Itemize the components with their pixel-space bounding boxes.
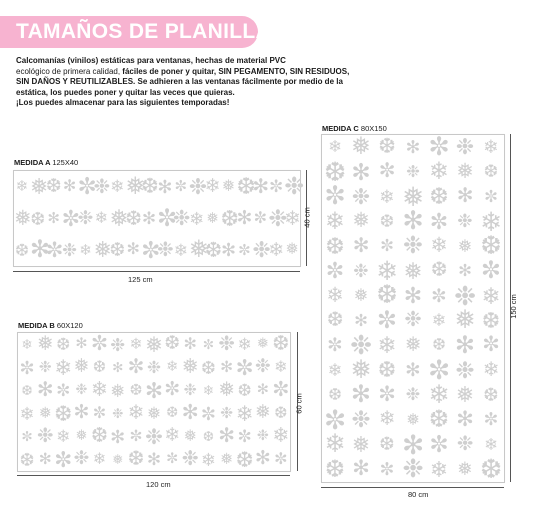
snowflake-icon: ✼: [380, 237, 394, 256]
snowflake-icon: ❆: [166, 405, 179, 422]
snowflake-icon: ❆: [236, 173, 256, 200]
snowflake-icon: ❉: [62, 240, 78, 261]
snowflake-icon: ❅: [457, 458, 473, 480]
snowflake-icon: ❆: [377, 357, 397, 383]
snowflake-icon: ❄: [327, 359, 343, 380]
snowflake-icon: ✼: [54, 446, 73, 472]
description-line: ecológico de primera calidad, fáciles de poner y quitar, SIN PEGAMENTO, SIN RESIDUOS,: [16, 66, 350, 76]
snowflake-icon: ❉: [38, 358, 52, 376]
snowflake-icon: ❆: [202, 428, 215, 444]
sheet-b-height-label: 60 cm: [294, 393, 304, 414]
snowflake-icon: ❅: [38, 404, 52, 422]
snowflake-icon: ✼: [166, 451, 179, 468]
snowflake-icon: ✻: [220, 358, 233, 376]
snowflake-icon: ✻: [220, 240, 237, 261]
snowflake-icon: ✻: [405, 136, 421, 157]
snowflake-icon: ❆: [430, 259, 448, 282]
snowflake-icon: ❉: [157, 239, 174, 262]
snowflake-icon: ✼: [378, 382, 396, 406]
snowflake-icon: ✼: [429, 431, 449, 458]
snowflake-icon: ❆: [323, 156, 347, 187]
snowflake-icon: ✼: [274, 450, 288, 469]
snowflake-icon: ❉: [183, 381, 198, 400]
snowflake-icon: ✼: [427, 355, 451, 386]
snowflake-icon: ❄: [379, 185, 395, 207]
snowflake-icon: ✻: [254, 448, 271, 470]
snowflake-icon: ✻: [402, 207, 424, 236]
snowflake-icon: ❉: [252, 237, 271, 263]
snowflake-icon: ✻: [38, 450, 52, 468]
snowflake-icon: ❉: [73, 448, 90, 470]
snowflake-icon: ✼: [272, 378, 290, 402]
sheet-b-width-line: [17, 475, 290, 476]
snowflake-icon: ❅: [181, 355, 199, 379]
snowflake-icon: ✼: [325, 258, 345, 284]
snowflake-icon: ❄: [326, 283, 344, 307]
snowflake-icon: ❉: [456, 432, 474, 455]
snowflake-icon: ✼: [237, 426, 252, 446]
snowflake-icon: ❅: [75, 428, 88, 445]
snowflake-icon: ✼: [61, 205, 81, 231]
snowflake-icon: ❅: [36, 332, 54, 355]
snowflake-icon: ❉: [218, 332, 235, 355]
snowflake-icon: ❆: [274, 404, 288, 423]
product-description: [16, 56, 386, 109]
snowflake-icon: ❄: [79, 241, 92, 259]
snowflake-icon: ✼: [45, 238, 64, 262]
snowflake-icon: ❄: [173, 240, 188, 260]
snowflake-icon: ❉: [453, 280, 477, 311]
snowflake-icon: ❆: [325, 232, 345, 259]
snowflake-icon: ✻: [112, 359, 124, 375]
snowflake-icon: ❄: [431, 310, 447, 331]
sheet-a-label: MEDIDA A 125X40: [14, 158, 79, 167]
snowflake-icon: ❄: [272, 424, 290, 448]
description-line: estática, los puedes poner y quitar las veces que quieras.: [16, 87, 235, 97]
snowflake-icon: ❅: [352, 209, 370, 233]
snowflake-icon: ❅: [146, 403, 162, 423]
sheet-a-width-line: [13, 271, 300, 272]
snowflake-icon: ❆: [141, 175, 159, 199]
snowflake-icon: ✼: [253, 209, 267, 227]
snowflake-icon: ❆: [376, 281, 398, 310]
snowflake-icon: ❄: [237, 334, 252, 354]
snowflake-icon: ✻: [352, 457, 370, 481]
sheet-b: [17, 332, 291, 472]
snowflake-icon: ❆: [129, 381, 143, 399]
snowflake-icon: ❅: [183, 427, 198, 446]
snowflake-icon: ✻: [157, 176, 173, 197]
snowflake-icon: ❄: [324, 207, 346, 235]
snowflake-icon: ✼: [327, 334, 343, 356]
snowflake-icon: ✻: [36, 378, 54, 401]
snowflake-icon: ❆: [483, 383, 499, 405]
snowflake-icon: ❉: [404, 308, 422, 332]
snowflake-icon: ❆: [428, 405, 450, 433]
snowflake-icon: ❄: [482, 358, 500, 381]
snowflake-icon: ✻: [456, 185, 474, 208]
snowflake-icon: ✼: [483, 409, 499, 430]
snowflake-icon: ✼: [429, 208, 449, 234]
snowflake-icon: ❅: [110, 380, 126, 401]
sheet-c: [321, 134, 505, 483]
sheet-a: [13, 170, 305, 267]
snowflake-icon: ❅: [109, 205, 129, 231]
snowflake-icon: ❄: [94, 209, 109, 227]
snowflake-icon: ✻: [75, 336, 88, 353]
snowflake-icon: ❅: [218, 378, 235, 401]
snowflake-icon: ❄: [204, 176, 221, 198]
snowflake-icon: ❅: [401, 181, 425, 212]
snowflake-icon: ❉: [146, 357, 162, 377]
snowflake-icon: ❉: [455, 134, 475, 160]
snowflake-icon: ❄: [274, 358, 288, 377]
snowflake-icon: ❄: [92, 450, 107, 469]
snowflake-icon: ✼: [92, 404, 107, 423]
snowflake-icon: ✻: [73, 402, 90, 424]
snowflake-icon: ❅: [457, 235, 473, 256]
snowflake-icon: ❉: [188, 173, 208, 199]
description-line: ¡Los puedes almacenar para las siguientes temporadas!: [16, 98, 230, 108]
snowflake-icon: ❅: [254, 402, 271, 424]
snowflake-icon: ❄: [235, 400, 254, 426]
snowflake-icon: ❄: [129, 335, 143, 353]
snowflake-icon: ❆: [220, 205, 239, 231]
snowflake-icon: ❆: [90, 424, 109, 448]
snowflake-icon: ❄: [375, 256, 399, 287]
snowflake-icon: ❉: [455, 356, 475, 383]
snowflake-icon: ✻: [141, 209, 157, 228]
snowflake-icon: ❆: [164, 333, 181, 355]
snowflake-icon: ❆: [432, 336, 446, 355]
snowflake-icon: ❉: [220, 404, 233, 422]
snowflake-icon: ❅: [256, 336, 269, 353]
snowflake-icon: ❆: [480, 231, 502, 260]
snowflake-icon: ❄: [90, 378, 109, 402]
snowflake-icon: ❆: [54, 400, 73, 426]
snowflake-icon: ✻: [144, 377, 164, 403]
snowflake-icon: ❆: [200, 357, 216, 378]
snowflake-icon: ❉: [349, 330, 373, 361]
snowflake-icon: ✼: [77, 173, 97, 200]
snowflake-icon: ❆: [125, 207, 142, 230]
snowflake-icon: ❆: [272, 332, 290, 356]
snowflake-icon: ❅: [73, 356, 90, 378]
snowflake-icon: ✻: [29, 236, 50, 264]
snowflake-icon: ❅: [454, 306, 476, 335]
snowflake-icon: ✼: [431, 284, 447, 306]
snowflake-icon: ✼: [482, 333, 500, 357]
snowflake-icon: ❅: [353, 285, 369, 306]
snowflake-icon: ✻: [405, 359, 421, 381]
sheet-c-height-label: 150 cm: [508, 294, 518, 319]
snowflake-icon: ❆: [204, 238, 223, 262]
snowflake-icon: ❆: [326, 308, 344, 331]
snowflake-icon: ✻: [354, 311, 368, 330]
snowflake-icon: ❆: [19, 449, 35, 470]
snowflake-icon: ❉: [110, 334, 126, 355]
snowflake-icon: ✻: [454, 331, 476, 359]
snowflake-icon: ✼: [129, 427, 143, 445]
snowflake-icon: ✻: [110, 426, 126, 447]
snowflake-icon: ✼: [19, 357, 35, 378]
snowflake-icon: ❆: [237, 380, 252, 400]
snowflake-icon: ✼: [235, 354, 254, 380]
snowflake-icon: ❄: [481, 282, 501, 309]
snowflake-icon: ✼: [238, 241, 251, 259]
snowflake-icon: ❅: [206, 210, 219, 227]
snowflake-icon: ❄: [19, 403, 35, 424]
snowflake-icon: ❆: [30, 208, 46, 229]
snowflake-icon: ❄: [328, 138, 342, 157]
snowflake-icon: ❅: [285, 241, 299, 259]
snowflake-icon: ❄: [166, 359, 179, 376]
snowflake-icon: ❉: [75, 382, 88, 399]
page-title: TAMAÑOS DE PLANILLAS: [16, 20, 286, 43]
sheet-c-width-label: 80 cm: [408, 490, 429, 499]
snowflake-icon: ✼: [378, 160, 396, 183]
snowflake-icon: ✼: [200, 403, 216, 424]
sheet-b-width-label: 120 cm: [146, 480, 171, 489]
snowflake-icon: ❄: [377, 332, 397, 359]
snowflake-icon: ✻: [218, 424, 235, 447]
snowflake-icon: ❄: [428, 380, 450, 409]
snowflake-icon: ✻: [458, 262, 472, 281]
snowflake-icon: ❆: [328, 386, 342, 404]
snowflake-icon: ✼: [157, 204, 178, 232]
snowflake-icon: ❉: [402, 232, 424, 260]
snowflake-icon: ❅: [29, 173, 49, 199]
snowflake-icon: ✻: [351, 158, 371, 185]
snowflake-icon: ❄: [284, 207, 301, 230]
snowflake-icon: ✻: [401, 429, 425, 460]
snowflake-icon: ❆: [379, 210, 395, 231]
description-line: Calcomanías (vinilos) estáticas para ventanas, hechas de material PVC: [16, 56, 286, 65]
snowflake-icon: ❄: [428, 158, 450, 186]
sheet-c-label: MEDIDA C 80X150: [322, 124, 387, 133]
snowflake-icon: ❅: [144, 331, 164, 357]
snowflake-icon: ❄: [479, 206, 503, 237]
snowflake-icon: ❄: [429, 456, 449, 482]
snowflake-icon: ✼: [174, 178, 188, 196]
snowflake-icon: ✼: [164, 379, 181, 401]
snowflake-icon: ❅: [125, 172, 146, 200]
snowflake-icon: ❄: [483, 136, 499, 158]
snowflake-icon: ✻: [350, 381, 372, 409]
snowflake-icon: ❅: [456, 159, 474, 183]
snowflake-icon: ❄: [200, 449, 216, 470]
snowflake-icon: ❅: [188, 236, 209, 264]
snowflake-icon: ❆: [379, 433, 395, 455]
snowflake-icon: ❆: [483, 161, 499, 182]
snowflake-icon: ❉: [181, 447, 199, 471]
snowflake-icon: ❆: [109, 239, 126, 261]
snowflake-icon: ✼: [56, 380, 71, 400]
sheet-a-width-label: 125 cm: [128, 275, 153, 284]
snowflake-icon: ❅: [455, 382, 475, 408]
snowflake-icon: ❉: [406, 162, 420, 181]
snowflake-icon: ❉: [284, 172, 305, 200]
snowflake-icon: ❆: [56, 334, 71, 354]
sheet-c-width-line: [321, 487, 504, 488]
snowflake-icon: ❉: [457, 210, 473, 232]
snowflake-icon: ❆: [92, 358, 107, 377]
snowflake-icon: ❆: [21, 382, 33, 398]
snowflake-icon: ✻: [403, 283, 423, 309]
snowflake-icon: ❉: [268, 205, 288, 231]
snowflake-icon: ✻: [252, 175, 270, 198]
snowflake-icon: ✻: [236, 208, 253, 229]
snowflake-icon: ✼: [376, 306, 398, 334]
description-line: SIN DAÑOS Y REUTILIZABLES. Se adhieren a las ventanas fácilmente por medio de la: [16, 77, 343, 87]
snowflake-icon: ❅: [221, 177, 236, 195]
snowflake-icon: ✻: [183, 335, 198, 354]
snowflake-icon: ❉: [254, 356, 271, 378]
snowflake-icon: ❅: [351, 431, 371, 457]
sheet-a-height-label: 40 cm: [302, 207, 312, 228]
snowflake-icon: ✻: [146, 449, 162, 469]
snowflake-icon: ❄: [430, 234, 448, 258]
snowflake-icon: ✼: [202, 336, 215, 352]
snowflake-icon: ✻: [256, 382, 269, 399]
snowflake-icon: ✻: [62, 177, 77, 195]
snowflake-icon: ❆: [45, 176, 62, 198]
snowflake-icon: ❉: [77, 208, 94, 229]
snowflake-icon: ❅: [14, 207, 32, 230]
snowflake-icon: ❄: [15, 178, 29, 196]
snowflake-icon: ❉: [405, 384, 421, 405]
snowflake-icon: ❅: [350, 355, 372, 384]
snowflake-icon: ✻: [352, 234, 370, 257]
snowflake-icon: ❆: [127, 447, 145, 470]
snowflake-icon: ❄: [54, 354, 73, 380]
snowflake-icon: ✼: [480, 257, 502, 285]
snowflake-icon: ❉: [353, 259, 369, 281]
snowflake-icon: ✼: [484, 187, 498, 206]
snowflake-icon: ✼: [428, 132, 450, 161]
snowflake-icon: ❄: [202, 382, 215, 398]
snowflake-icon: ❉: [351, 406, 371, 433]
snowflake-icon: ❄: [189, 208, 205, 229]
sheet-b-label: MEDIDA B 60X120: [18, 321, 83, 330]
snowflake-icon: ✻: [181, 401, 199, 425]
snowflake-icon: ❅: [112, 451, 124, 467]
snowflake-icon: ✻: [47, 210, 60, 227]
snowflake-icon: ❉: [256, 428, 269, 445]
snowflake-icon: ❆: [14, 240, 30, 260]
snowflake-icon: ❆: [479, 454, 503, 485]
snowflake-icon: ❄: [56, 426, 71, 446]
snowflake-icon: ❄: [127, 401, 145, 424]
snowflake-icon: ✻: [456, 407, 474, 431]
snowflake-icon: ✼: [269, 177, 284, 197]
snowflake-icon: ✼: [21, 428, 33, 444]
snowflake-icon: ❉: [351, 183, 371, 209]
snowflake-icon: ❅: [406, 410, 420, 429]
snowflake-icon: ❅: [403, 257, 423, 284]
snowflake-icon: ❆: [429, 183, 449, 210]
snowflake-icon: ❆: [324, 455, 346, 483]
snowflake-icon: ✼: [127, 355, 145, 378]
snowflake-icon: ✼: [323, 404, 347, 435]
snowflake-icon: ❄: [21, 336, 33, 352]
snowflake-icon: ❅: [404, 333, 422, 356]
snowflake-icon: ❉: [36, 424, 54, 447]
snowflake-icon: ❅: [220, 450, 233, 468]
snowflake-icon: ❅: [93, 237, 112, 263]
snowflake-icon: ✼: [324, 182, 346, 211]
snowflake-icon: ❄: [164, 425, 181, 447]
snowflake-icon: ❉: [112, 405, 124, 421]
snowflake-icon: ❉: [93, 175, 111, 198]
snowflake-icon: ❆: [378, 134, 396, 158]
snowflake-icon: ❄: [268, 239, 285, 261]
snowflake-icon: ❆: [235, 446, 254, 472]
title-banner: [0, 16, 286, 48]
snowflake-icon: ✼: [90, 332, 109, 356]
snowflake-icon: ❄: [378, 408, 396, 431]
snowflake-icon: ✻: [126, 241, 140, 259]
snowflake-icon: ❄: [110, 177, 125, 197]
snowflake-icon: ❉: [172, 207, 191, 230]
snowflake-icon: ❉: [402, 454, 424, 483]
snowflake-icon: ❆: [481, 307, 501, 333]
snowflake-icon: ❅: [350, 133, 372, 161]
snowflake-icon: ❉: [144, 423, 164, 449]
snowflake-icon: ✼: [141, 236, 161, 263]
snowflake-icon: ❄: [484, 435, 498, 454]
snowflake-icon: ❄: [324, 430, 346, 459]
snowflake-icon: ✼: [379, 458, 395, 479]
